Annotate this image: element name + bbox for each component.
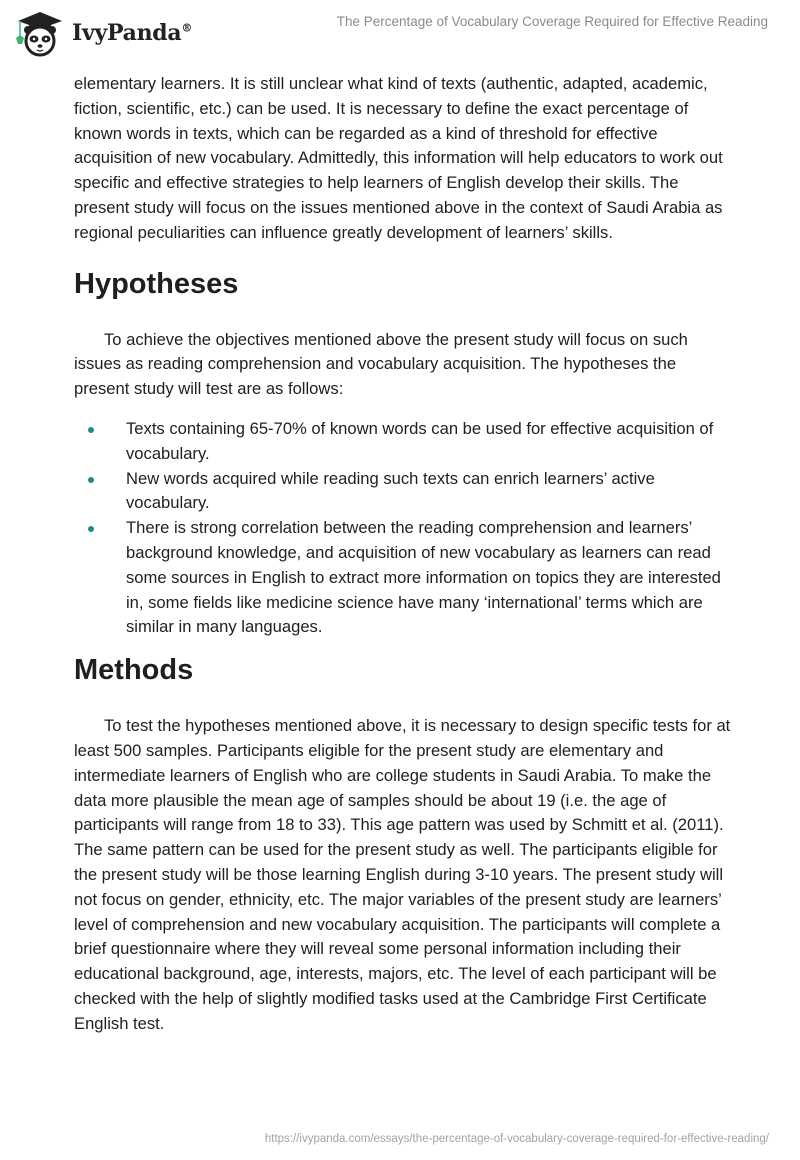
list-item: New words acquired while reading such texts can enrich learners’ active vocabulary.: [74, 467, 734, 517]
methods-heading: Methods: [74, 654, 194, 687]
list-item: Texts containing 65-70% of known words can be used for effective acquisition of vocabulary.: [74, 417, 734, 467]
hypotheses-heading: Hypotheses: [74, 267, 239, 300]
bullet-icon: [88, 526, 94, 532]
document-title: The Percentage of Vocabulary Coverage Required for Effective Reading: [336, 14, 768, 29]
bullet-icon: [88, 477, 94, 483]
list-item: There is strong correlation between the reading comprehension and learners’ background knowledge, and acquisition of new vocabulary as learners can read some sources in English to extract more information on topics they are interested in, some fields like medicine science have many ‘international’ terms which are similar in many languages.: [74, 516, 734, 640]
methods-paragraph: To test the hypotheses mentioned above, it is necessary to design specific tests for at least 500 samples. Participants eligible for the present study are elementary and intermediate learners of English who are college students in Saudi Arabia. To make the data more plausible the mean age of samples should be about 19 (i.e. the age of participants will range from 18 to 33). This age pattern was used by Schmitt et al. (2011). The same pattern can be used for the present study as well. The participants eligible for the present study will be those learning English during 3-10 years. The present study will not focus on gender, ethnicity, etc. The major variables of the present study are learners’ level of comprehension and new vocabulary acquisition. The participants will complete a brief questionnaire where they will reveal some personal information including their educational background, age, interests, majors, etc. The level of each participant will be checked with the help of slightly modified tasks used at the Cambridge First Certificate English test.: [74, 716, 731, 1033]
brand-name: IvyPanda®: [72, 20, 193, 46]
source-url-link[interactable]: https://ivypanda.com/essays/the-percentage-of-vocabulary-coverage-required-for-effective-reading/: [264, 1133, 769, 1145]
page-header: [0, 0, 800, 60]
ivypanda-logo[interactable]: [12, 8, 192, 58]
hypotheses-paragraph: To achieve the objectives mentioned above the present study will focus on such issues as reading comprehension and vocabulary acquisition. The hypotheses the present study will test are as follows:: [74, 329, 688, 399]
essay-body: [74, 72, 734, 1037]
panda-graduate-icon: [12, 8, 68, 58]
hypotheses-list: [74, 417, 734, 640]
intro-paragraph: elementary learners. It is still unclear what kind of texts (authentic, adapted, academic, fiction, scientific, etc.) can be used. It is necessary to define the exact percentage of known words in texts, which can be regarded as a kind of threshold for effective acquisition of new vocabulary. Admittedly, this information will help educators to work out specific and effective strategies to help learners of English develop their skills. The present study will focus on the issues mentioned above in the context of Saudi Arabia as regional peculiarities can influence greatly development of learners’ skills.: [74, 74, 723, 242]
bullet-icon: [88, 427, 94, 433]
